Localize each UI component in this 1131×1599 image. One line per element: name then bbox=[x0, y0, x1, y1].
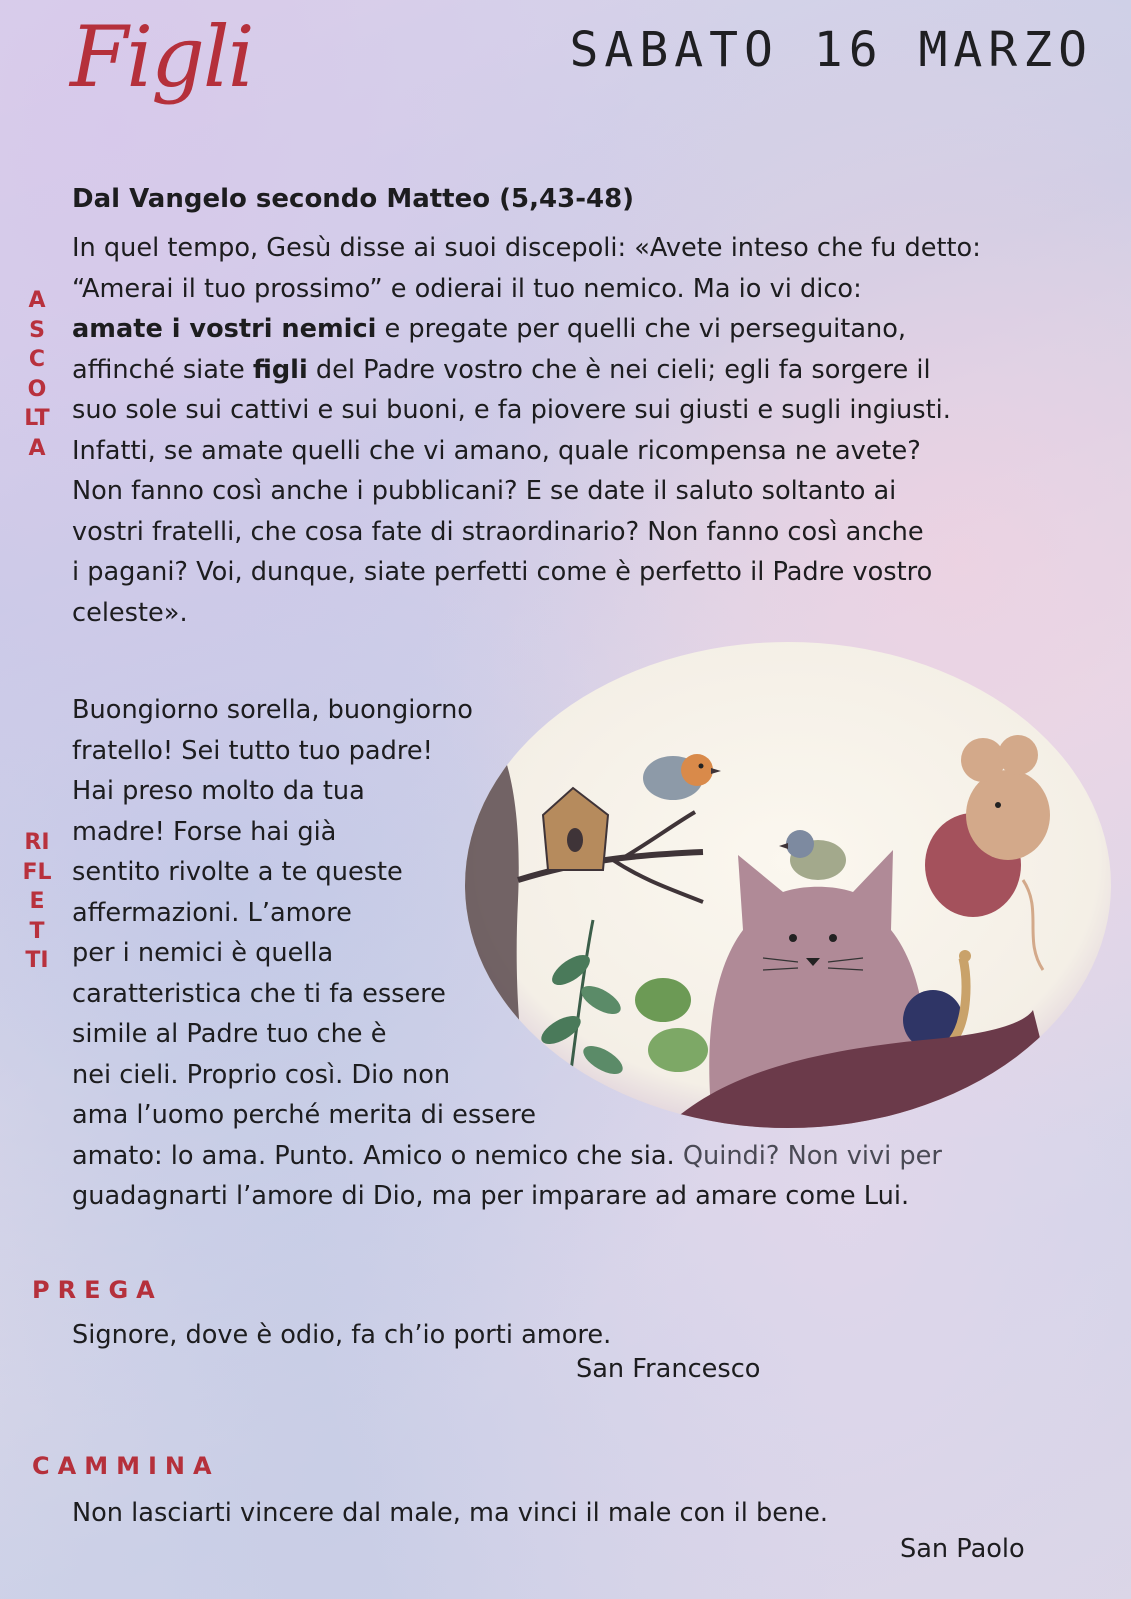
reflection-line: nei cieli. Proprio così. Dio non bbox=[72, 1059, 451, 1090]
gospel-line: Infatti, se amate quelli che vi amano, quale ricompensa ne avete? bbox=[72, 435, 921, 466]
page-date: SABATO 16 MARZO bbox=[569, 22, 1093, 78]
prayer-author: San Francesco bbox=[576, 1354, 761, 1384]
gospel-line: “Amerai il tuo prossimo” e odierai il tuo nemico. Ma io vi dico: bbox=[72, 273, 862, 304]
section-label-prega: PREGA bbox=[32, 1276, 163, 1304]
gospel-line: In quel tempo, Gesù disse ai suoi discepoli: «Avete inteso che fu detto: bbox=[72, 233, 981, 263]
reflection-line: Quindi? Non vivi per bbox=[674, 1140, 942, 1171]
brand-title: Figli bbox=[70, 8, 253, 106]
gospel-line: e pregate per quelli che vi perseguitano, bbox=[376, 314, 907, 344]
gospel-line: affinché siate bbox=[72, 354, 253, 385]
gospel-line: vostri fratelli, che cosa fate di straordinario? Non fanno così anche bbox=[72, 516, 924, 547]
reflection-line: Buongiorno sorella, buongiorno bbox=[72, 695, 473, 725]
reflection-line: simile al Padre tuo che è bbox=[72, 1019, 387, 1049]
reflection-line: affermazioni. L’amore bbox=[72, 897, 352, 928]
gospel-title: Dal Vangelo secondo Matteo (5,43-48) bbox=[72, 184, 635, 214]
gospel-emphasis: figli bbox=[252, 354, 308, 385]
reflection-line: ama l’uomo perché merita di essere bbox=[72, 1100, 536, 1130]
gospel-line: Non fanno così anche i pubblicani? E se date il saluto soltanto ai bbox=[72, 476, 897, 506]
reflection-line: guadagnarti l’amore di Dio, ma per imparare ad amare come Lui. bbox=[72, 1181, 910, 1211]
gospel-line: del Padre vostro che è nei cieli; egli fa sorgere il bbox=[307, 354, 931, 385]
walk-text: Non lasciarti vincere dal male, ma vinci il male con il bene. bbox=[72, 1498, 829, 1528]
reflection-text bbox=[72, 690, 1102, 1217]
walk-author: San Paolo bbox=[900, 1534, 1025, 1564]
gospel-line: i pagani? Voi, dunque, siate perfetti come è perfetto il Padre vostro bbox=[72, 557, 933, 587]
reflection-line: per i nemici è quella bbox=[72, 938, 334, 968]
reflection-line: madre! Forse hai già bbox=[72, 816, 337, 847]
gospel-line: suo sole sui cattivi e sui buoni, e fa piovere sui giusti e sugli ingiusti. bbox=[72, 395, 951, 425]
gospel-line: celeste». bbox=[72, 597, 188, 628]
gospel-text bbox=[72, 228, 1112, 633]
reflection-line: sentito rivolte a te queste bbox=[72, 857, 403, 887]
section-label-cammina: CAMMINA bbox=[32, 1452, 220, 1480]
side-label-rifletti: RIFLETTI bbox=[22, 830, 52, 973]
reflection-line: Hai preso molto da tua bbox=[72, 776, 365, 806]
gospel-emphasis: amate i vostri nemici bbox=[72, 314, 377, 344]
reflection-line: amato: lo ama. Punto. Amico o nemico che sia. bbox=[72, 1140, 675, 1171]
prayer-text: Signore, dove è odio, fa ch’io porti amore. bbox=[72, 1320, 612, 1350]
reflection-line: caratteristica che ti fa essere bbox=[72, 978, 446, 1009]
reflection-line: fratello! Sei tutto tuo padre! bbox=[72, 735, 433, 766]
side-label-ascolta: ASCOLTA bbox=[24, 288, 50, 461]
